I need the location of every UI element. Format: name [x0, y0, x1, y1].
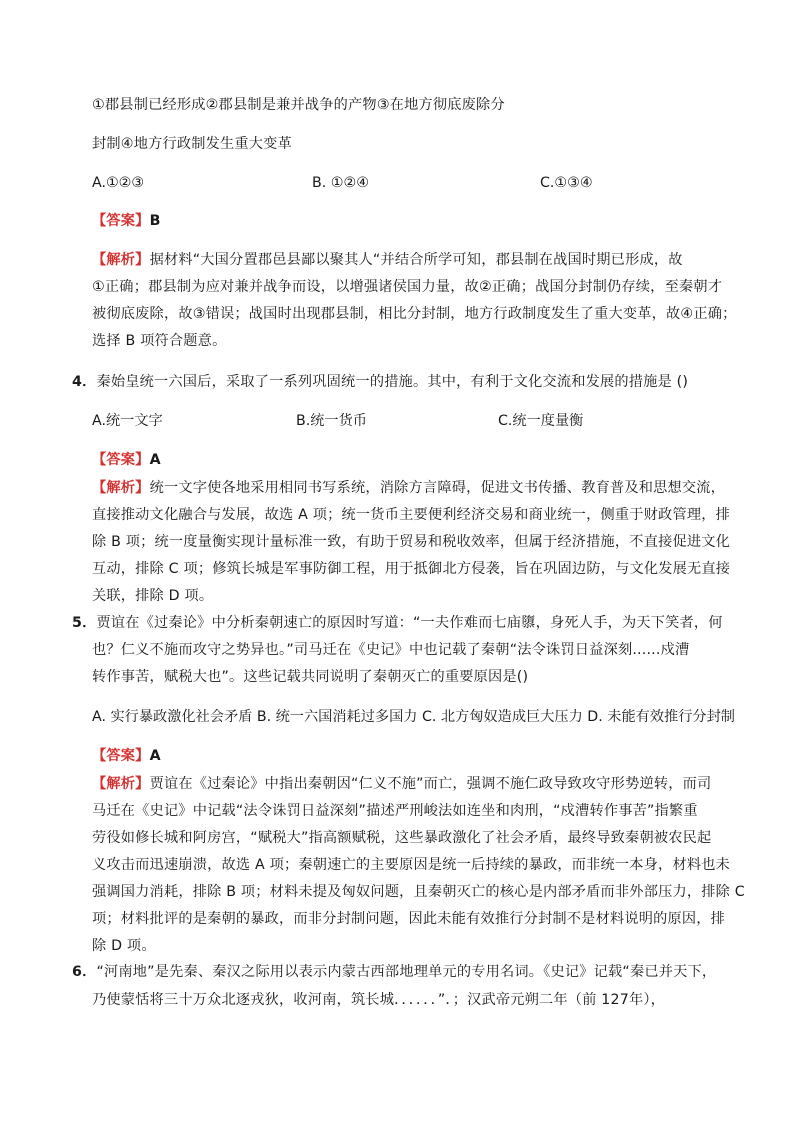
analysis-text: 统一文字使各地采用相同书写系统，消除方言障碍，促进文书传播、教育普及和思想交流，: [149, 480, 726, 496]
q3-option-a: A.①②③: [92, 175, 145, 191]
question-text: “河南地”是先秦、秦汉之际用以表示内蒙古西部地理单元的专用名词。《史记》记载“秦已并天下，: [96, 964, 717, 980]
q4-analysis-line-4: 互动，排除 C 项；修筑长城是军事防御工程，用于抵御北方侵袭，旨在巩固边防，与文化发展无直接: [92, 561, 731, 577]
q3-option-b: B. ①②④: [312, 175, 369, 191]
q3-option-c: C.①③④: [540, 175, 593, 191]
q5-stem-line-1: [72, 613, 723, 633]
q4-option-a: A.统一文字: [92, 413, 163, 429]
analysis-text: 贾谊在《过秦论》中指出秦朝因“仁义不施”而亡，强调不施仁政导致攻守形势逆转，而司: [149, 776, 712, 792]
q6-stem-line-1: [72, 962, 716, 982]
q3-analysis-line-1: [92, 250, 683, 270]
answer-value: A: [149, 452, 161, 468]
q5-answer: [92, 746, 161, 766]
q4-analysis-line-1: [92, 478, 725, 498]
q5-analysis-line-7: 除 D 项。: [92, 938, 156, 954]
q5-stem-line-2: 也？仁义不施而攻守之势异也。”司马迁在《史记》中也记载了秦朝“法令诛罚日益深刻......戍漕: [92, 642, 690, 658]
q5-analysis-line-3: 劳役如修长城和阿房宫，“赋税大”指高额赋税，这些暴政激化了社会矛盾，最终导致秦朝被农民起: [92, 830, 712, 846]
question-number: 5．: [72, 615, 97, 631]
q5-stem-line-3: 转作事苦，赋税大也”。这些记载共同说明了秦朝灭亡的重要原因是(): [92, 669, 529, 685]
q3-statement-line-2: 封制④地方行政制发生重大变革: [92, 136, 292, 152]
answer-value: A: [149, 748, 161, 764]
question-text: 秦始皇统一六国后，采取了一系列巩固统一的措施。其中，有利于文化交流和发展的措施是 (): [96, 374, 689, 390]
question-text: 贾谊在《过秦论》中分析秦朝速亡的原因时写道：“一夫作难而七庙隳，身死人手，为天下笑者，何: [96, 615, 723, 631]
question-number: 4．: [72, 374, 97, 390]
answer-tag: 【答案】: [92, 213, 150, 229]
q5-analysis-line-5: 强调国力消耗，排除 B 项；材料未提及匈奴问题，且秦朝灭亡的核心是内部矛盾而非外部压力，排除 C: [92, 884, 745, 900]
q4-option-b: B.统一货币: [296, 413, 367, 429]
q5-options: A. 实行暴政激化社会矛盾 B. 统一六国消耗过多国力 C. 北方匈奴造成巨大压力 D. 未能有效推行分封制: [92, 709, 735, 725]
analysis-text: 据材料“大国分置郡邑县鄙以聚其人“并结合所学可知，郡县制在战国时期已形成，故: [149, 252, 683, 268]
analysis-tag: 【解析】: [92, 776, 150, 792]
analysis-tag: 【解析】: [92, 480, 150, 496]
answer-value: B: [149, 213, 161, 229]
answer-tag: 【答案】: [92, 452, 150, 468]
q3-answer: [92, 211, 161, 231]
q5-analysis-line-6: 项；材料批评的是秦朝的暴政，而非分封制问题，因此未能有效推行分封制不是材料说明的原因，排: [92, 911, 726, 927]
q3-statement-line-1: ①郡县制已经形成②郡县制是兼并战争的产物③在地方彻底废除分: [92, 97, 505, 113]
q5-analysis-line-4: 义攻击而迅速崩溃，故选 A 项；秦朝速亡的主要原因是统一后持续的暴政，而非统一本身，材料也未: [92, 857, 730, 873]
question-number: 6．: [72, 964, 97, 980]
q4-answer: [92, 450, 161, 470]
q3-analysis-line-2: ①正确；郡县制为应对兼并战争而设，以增强诸侯国力量，故②正确；战国分封制仍存续，至秦朝才: [92, 279, 723, 295]
analysis-tag: 【解析】: [92, 252, 150, 268]
answer-tag: 【答案】: [92, 748, 150, 764]
q4-stem: [72, 372, 688, 392]
q6-stem-line-2: 乃使蒙恬将三十万众北逐戎狄，收河南，筑长城．．．．．．”．；汉武帝元朔二年（前 127年），: [92, 992, 666, 1008]
q4-analysis-line-2: 直接推动文化融合与发展，故选 A 项；统一货币主要便利经济交易和商业统一，侧重于财政管理，排: [92, 507, 730, 523]
q4-analysis-line-3: 除 B 项；统一度量衡实现计量标准一致，有助于贸易和税收效率，但属于经济措施，不直接促进文化: [92, 534, 731, 550]
q5-analysis-line-1: [92, 774, 711, 794]
q4-option-c: C.统一度量衡: [498, 413, 584, 429]
q5-analysis-line-2: 马迁在《史记》中记载“法令诛罚日益深刻”描述严刑峻法如连坐和肉刑，“戍漕转作事苦”指繁重: [92, 803, 698, 819]
q3-analysis-line-4: 选择 B 项符合题意。: [92, 333, 227, 349]
q4-analysis-line-5: 关联，排除 D 项。: [92, 588, 214, 604]
q3-analysis-line-3: 被彻底废除，故③错误；战国时出现郡县制，相比分封制，地方行政制度发生了重大变革，故④正确；: [92, 306, 737, 322]
